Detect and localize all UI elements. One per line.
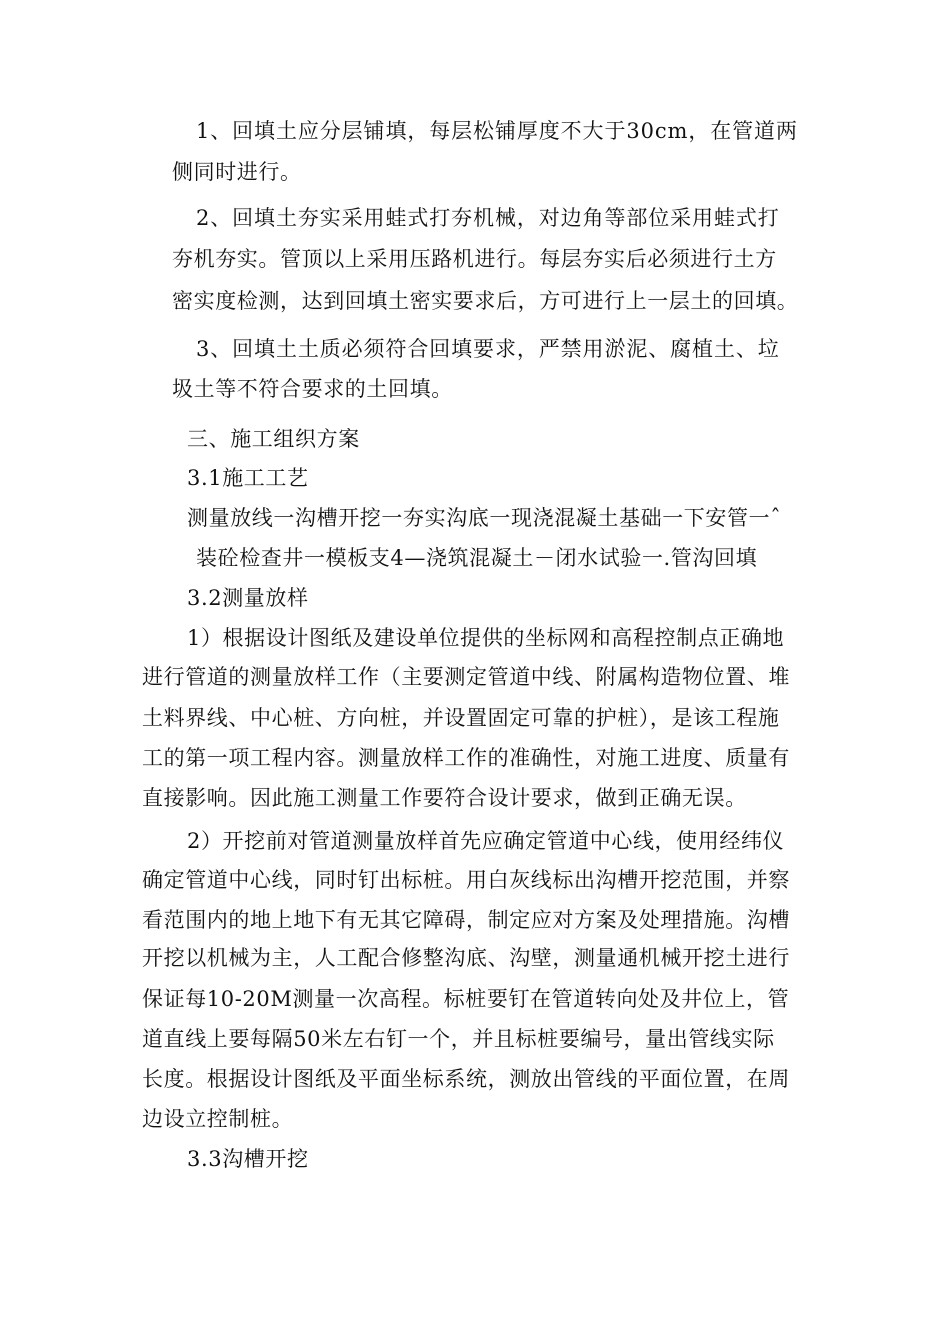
text-line: 边设立控制桩。 <box>142 1107 294 1131</box>
subsection-heading: 3.1施工工艺 <box>187 466 309 490</box>
subsection-heading: 3.2测量放样 <box>187 586 309 610</box>
text-line: 开挖以机械为主，人工配合修整沟底、沟壁，测量通机械开挖土进行 <box>142 946 790 970</box>
text-line: 测量放线一沟槽开挖一夯实沟底一现浇混凝土基础一下安管一ˆ <box>187 506 782 530</box>
text-line: 看范围内的地上地下有无其它障碍，制定应对方案及处理措施。沟槽 <box>142 908 790 932</box>
text-line: 保证每10-20M测量一次高程。标桩要钉在管道转向处及井位上，管 <box>142 987 790 1011</box>
text-line: 装砼检查井一模板支4—浇筑混凝土－闭水试验一.管沟回填 <box>196 546 758 570</box>
text-line: 侧同时进行。 <box>172 160 302 184</box>
text-line: 确定管道中心线，同时钉出标桩。用白灰线标出沟槽开挖范围，并察 <box>142 868 790 892</box>
text-line: 工的第一项工程内容。测量放样工作的准确性，对施工进度、质量有 <box>142 746 790 770</box>
text-line: 2、回填土夯实采用蛙式打夯机械，对边角等部位采用蛙式打 <box>196 206 780 230</box>
text-line: 1）根据设计图纸及建设单位提供的坐标网和高程控制点正确地 <box>187 626 785 650</box>
section-heading: 三、施工组织方案 <box>187 427 360 451</box>
subsection-heading: 3.3沟槽开挖 <box>187 1147 309 1171</box>
text-line: 土料界线、中心桩、方向桩，并设置固定可靠的护桩），是该工程施 <box>142 706 780 730</box>
text-line: 长度。根据设计图纸及平面坐标系统，测放出管线的平面位置，在周 <box>142 1067 790 1091</box>
text-line: 圾土等不符合要求的土回填。 <box>172 377 453 401</box>
text-line: 进行管道的测量放样工作（主要测定管道中线、附属构造物位置、堆 <box>142 665 790 689</box>
text-line: 道直线上要每隔50米左右钉一个，并且标桩要编号，量出管线实际 <box>142 1027 775 1051</box>
text-line: 直接影响。因此施工测量工作要符合设计要求，做到正确无误。 <box>142 786 747 810</box>
text-line: 1、回填土应分层铺填，每层松铺厚度不大于30cm，在管道两 <box>196 119 798 143</box>
text-line: 夯机夯实。管顶以上采用压路机进行。每层夯实后必须进行土方 <box>172 247 777 271</box>
text-line: 2）开挖前对管道测量放样首先应确定管道中心线，使用经纬仪 <box>187 829 785 853</box>
text-line: 密实度检测，达到回填土密实要求后，方可进行上一层土的回填。 <box>172 289 799 313</box>
text-line: 3、回填土土质必须符合回填要求，严禁用淤泥、腐植土、垃 <box>196 337 780 361</box>
